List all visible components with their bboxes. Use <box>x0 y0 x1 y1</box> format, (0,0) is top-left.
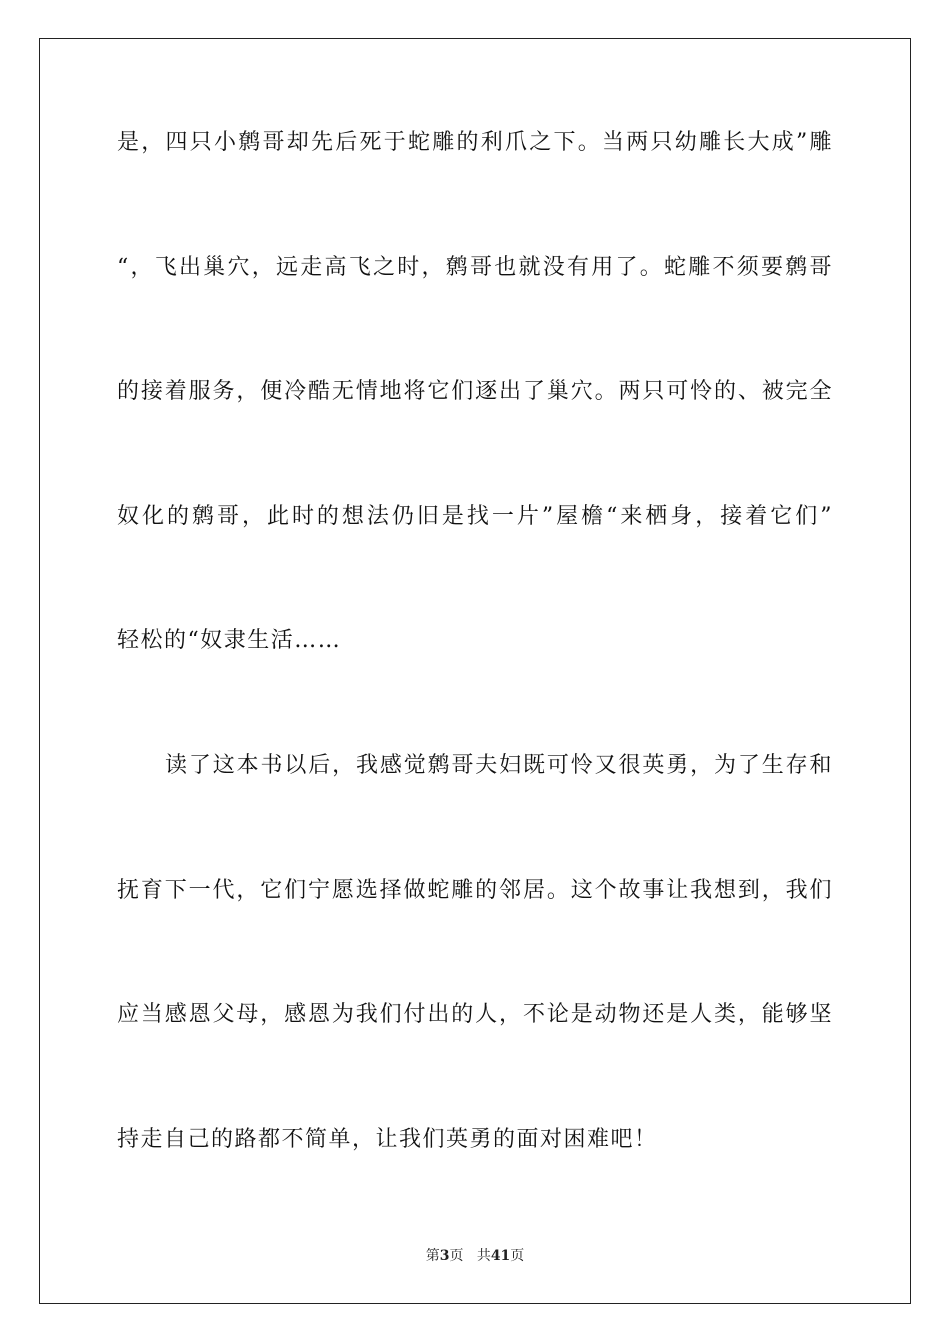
text-line: 应当感恩父母，感恩为我们付出的人，不论是动物还是人类，能够坚 <box>117 1002 833 1028</box>
text-line: 抚育下一代，它们宁愿选择做蛇雕的邻居。这个故事让我想到，我们 <box>117 877 833 903</box>
total-pages: 41 <box>490 1248 511 1264</box>
text-line: 持走自己的路都不简单，让我们英勇的面对困难吧！ <box>117 1126 658 1152</box>
page-number: 3 <box>439 1248 450 1264</box>
text-line-indented: 读了这本书以后，我感觉鹩哥夫妇既可怜又很英勇，为了生存和 <box>165 752 833 778</box>
page-footer <box>0 1247 950 1265</box>
text-line: 是，四只小鹩哥却先后死于蛇雕的利爪之下。当两只幼雕长大成”雕 <box>117 130 833 155</box>
total-suffix: 页 <box>510 1248 525 1264</box>
document-body <box>117 128 833 1249</box>
text-line: 轻松的“奴隶生活…… <box>117 628 342 654</box>
page-prefix: 第 <box>425 1248 440 1264</box>
total-prefix: 共 <box>476 1248 491 1264</box>
text-line: 的接着服务，便冷酷无情地将它们逐出了巢穴。两只可怜的、被完全 <box>117 379 833 405</box>
page-suffix: 页 <box>449 1248 464 1264</box>
text-line: “，飞出巢穴，远走高飞之时，鹩哥也就没有用了。蛇雕不须要鹩哥 <box>117 254 833 280</box>
text-line: 奴化的鹩哥，此时的想法仍旧是找一片”屋檐“来栖身，接着它们” <box>117 503 833 529</box>
